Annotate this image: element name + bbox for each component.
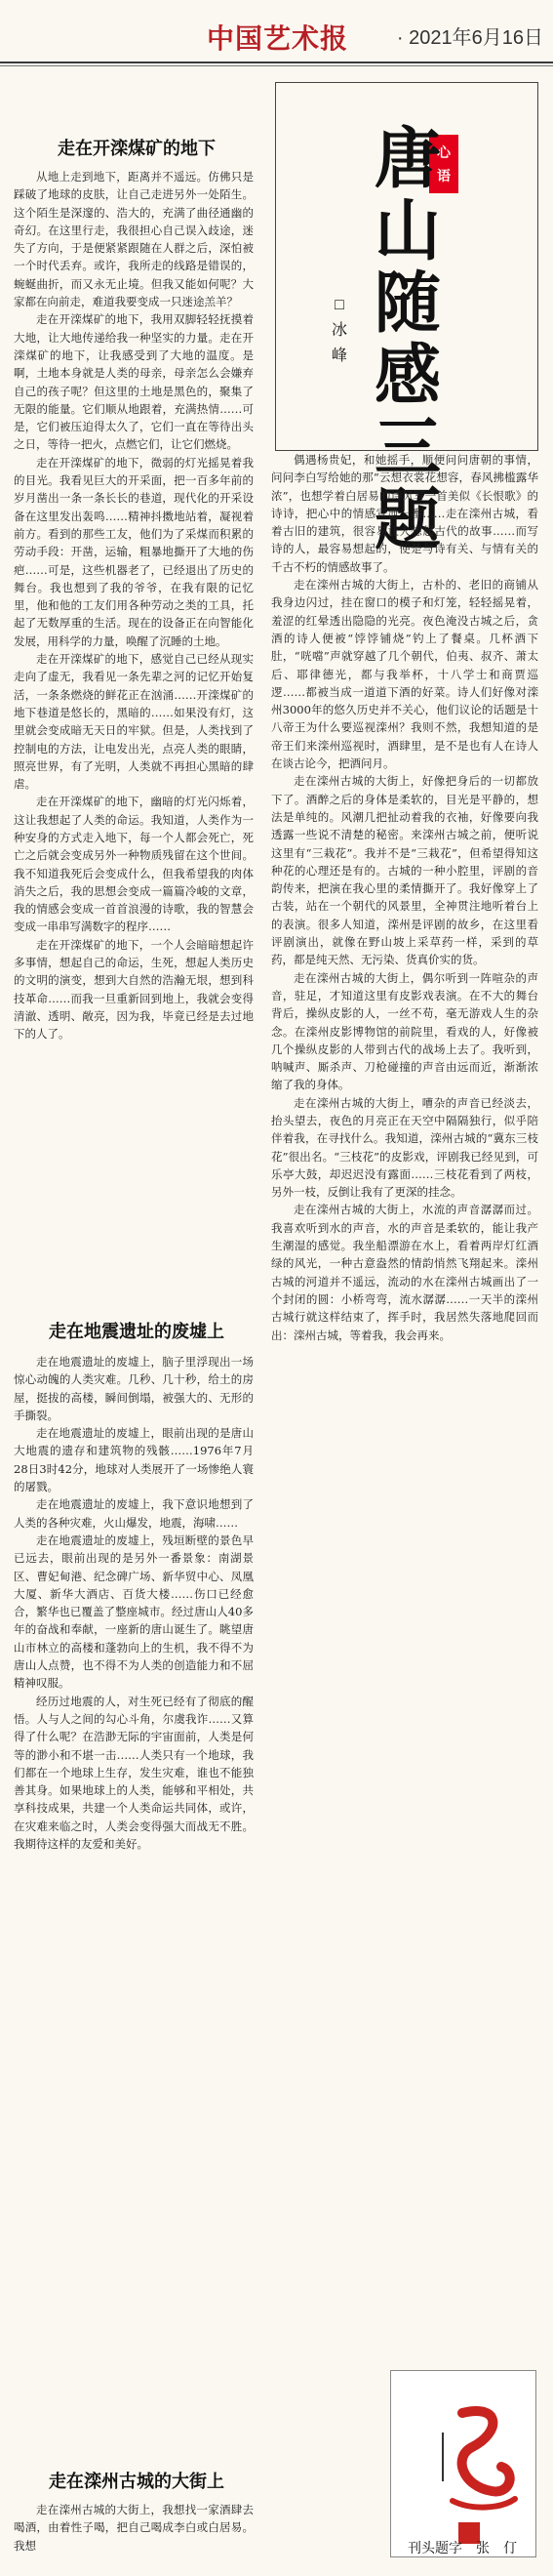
paragraph: 走在滦州古城的大街上，水流的声音潺潺而过。我喜欢听到水的声音，水的声音是柔软的，能让我产生潮湿的感觉。我坐船漂游在水上，看着两岸灯红酒绿的风光，一种古意盎然的情韵悄然飞翔起来。滦州古城的河道并不遥远，流动的水在滦州古城画出了一个封闭的圆：小桥弯弯，流水潺潺……一天半的滦州古城行就这样结束了，挥手时，我居然失落地爬回而出：滦州古城，等着我，我会再来。 (271, 1203, 538, 1342)
section-heading: 走在地震遗址的废墟上 (49, 1322, 224, 1341)
calligraphy-credit: 刊头题字 张 仃 (408, 2540, 517, 2556)
section-heading: 走在滦州古城的大街上 (49, 2472, 224, 2491)
section-body (14, 1353, 254, 1853)
section-body (14, 168, 254, 1043)
paragraph: 走在滦州古城的大街上，我想找一家酒肆去喝酒，由着性子喝，把自己喝成李白或白居易。我想 (14, 2503, 254, 2553)
paragraph: 走在滦州古城的大街上，好像把身后的一切都放下了。酒醉之后的身体是柔软的，目光是平静的，想法是单纯的。风潮几把扯动着我的衣袖，好像要向我透露一些说不清楚的秘密。来滦州古城之前，便听说这里有“三栽花”。我并不是“三栽花”，但希望得知这种花的心理还是有的。古城的一种小腔里，评剧的音韵传来，把演在我心里的柔情撕开了。我好像穿上了古装，站在一个朝代的风景里，全神贯注地听着台上的表演。很多人知道，滦州是评剧的故乡，在这里看评剧演出，就像在野山坡上采草药一样，采到的草药，都是纯天然、无污染、货真价实的货。 (271, 774, 538, 967)
title-calligraphy-image (433, 2393, 521, 2520)
article-title: 唐山随感三题 (375, 120, 442, 559)
paragraph: 偶遇杨贵妃，和她摇手，顺便问问唐朝的事情，问问李白写给她的那“云想衣裳花想容，春风拂槛露华浓”，也想学着白居易的诗风写一首美似《长恨歌》的诗诗，把心中的情感宣泄一番……走在滦州古城，看着古旧的建筑，很容易让人想起古代的故事……而写诗的人，最容易想起的，便是与诗有关、与情有关的千古不朽的情感故事了。 (271, 453, 538, 574)
paragraph: 走在滦州古城的大街上，嘈杂的声音已经淡去，抬头望去，夜色的月亮正在天空中隔隔独行，似乎陪伴着我，在寻找什么。我知道，滦州古城的“冀东三枝花”很出名。“三枝花”的皮影戏，评剧我已经见到，可乐亭大鼓，却迟迟没有露面……三枝花看到了两枝，另外一枝，反倒让我有了更深的挂念。 (271, 1095, 538, 1200)
section-body (14, 2501, 254, 2555)
paragraph: 走在地震遗址的废墟上，脑子里浮现出一场惊心动魄的人类灾难。几秒、几十秒，给土的房屋，挺拔的高楼，瞬间倒塌，被强大的、无形的手撕裂。 (14, 1355, 254, 1422)
author-byline: □ 冰 峰 (331, 297, 347, 364)
paragraph: 走在开滦煤矿的地下，一个人会暗暗想起许多事情，想起自己的命运，生死，想起人类历史的文明的演变，想到大自然的浩瀚无垠，想到科技革命……而我一旦重新回到地上，我就会变得清澈、透明、敞亮，因为我，毕竟已经是去过地下的人了。 (14, 937, 254, 1042)
paragraph: 从地上走到地下，距离并不遥远。仿佛只是踩破了地球的皮肤，让自己走进另外一处陌生。这个陌生是深邃的、浩大的，充满了曲径通幽的奇幻。在这里行走，我很担心自己误入歧途，迷失了方向，于是便紧紧跟随在人群之后，深怕被一个时代丢弃。或许，我所走的线路是错误的，蜿蜒曲折，而又永无止境。但我又能如何呢？大家都在向前走，难道我要变成一只迷途羔羊？ (14, 170, 254, 309)
section-body (271, 451, 538, 1344)
paragraph: 经历过地震的人，对生死已经有了彻底的醒悟。人与人之间的勾心斗角，尔虞我诈……又算得了什么呢？在浩渺无际的宇宙面前，人类是何等的渺小和不堪一击……人类只有一个地球，我们都在一个地球上生存，发生灾难，谁也不能独善其身。如果地球上的人类，能够和平相处，共享科技成果，共建一个人类命运共同体，或许，在灾难来临之时，人类会变得强大而战无不胜。我期待这样的友爱和美好。 (14, 1694, 254, 1852)
column-badge: 心 语 (429, 135, 458, 193)
masthead-rule (0, 61, 553, 63)
newspaper-logo: 中国艺术报 (206, 22, 348, 55)
masthead-rule-thin (0, 65, 553, 66)
masthead (0, 0, 553, 59)
paragraph: 走在开滦煤矿的地下，感觉自己已经从现实走向了虚无，我看见一条先辈之河的记忆开始复活，一条条燃烧的鲜花正在汹涌……开滦煤矿的地下巷道是悠长的，黑暗的……如果没有灯，这里就会变成暗无天日的牢狱。但是，人类找到了控制电的方法，让电发出光，点亮人类的眼睛，照亮世界，有了光明，人类就不再担心黑暗的肆虐。 (14, 652, 254, 792)
paragraph: 走在地震遗址的废墟上，眼前出现的是唐山大地震的遗存和建筑物的残骸……1976年7月28日3时42分，地球对人类展开了一场惨绝人寰的屠戮。 (14, 1426, 254, 1494)
paragraph: 走在滦州古城的大街上，古朴的、老旧的商铺从我身边闪过，挂在窗口的模子和灯笼，轻轻摇晃着，羞涩的红晕透出隐隐的光亮。夜色淹没古城之后，贪酒的诗人便被“饽饽铺烧”钓上了餐桌。几杯酒下肚，“咣噹”声就穿越了几个朝代，伯夷、叔齐、萧太后、耶律德光，都与我举杯，十八学士和商贾巡逻……都被当成一道道下酒的好菜。诗人们好像对滦州3000年的悠久历史并不关心，他们议论的话题是十八帝王为什么要巡视滦州？我则不然，我想知道的是帝王们来滦州巡视时，酒肆里，是不是也有人在诗人在谈古论今，把酒问月。 (271, 578, 538, 771)
paragraph: 走在开滦煤矿的地下，微弱的灯光摇晃着我的目光。我看见巨大的开采面，把一百多年前的岁月凿出一条一条长长的巷道，现代化的开采设备在这里发出轰鸣……精神抖擞地站着，凝视着前方。看到的那些工友，他们为了采煤而积累的劳动手段：开凿，运输，粗暴地撕开了大地的伤疤……可是，这些机器老了，已经退出了历史的舞台。我也想到了我的爷爷，在我有限的记忆里，他和他的工友们用各种劳动之类的工具，托起了无数厚重的生活。现在的设备正在向智能化发展，用科学的力量，唤醒了沉睡的土地。 (14, 455, 254, 648)
paragraph: 走在开滦煤矿的地下，幽暗的灯光闪烁着，这让我想起了人类的命运。我知道，人类作为一种安身的方式走入地下，每一个人都会死亡，死亡之后就会变成另外一种物质残留在这个世间。我不知道我死后会变成什么，但我希望我的肉体消失之后，我的思想会变成一篇篇冷峻的文章，我的情感会变成一首首浪漫的诗歌，我的智慧会变成一串串写满数字的程序…… (14, 795, 254, 934)
paragraph: 走在开滦煤矿的地下，我用双脚轻轻抚摸着大地，让大地传递给我一种坚实的力量。走在开滦煤矿的地下，让我感受到了大地的温度。是啊，土地本身就是人类的母亲，母亲怎么会嫌弃自己的孩子呢？但这里的土地是黑色的，聚集了无限的能量。它们顺从地跟着，充满热情……可是，它们被压迫得太久了，它们一直在等待出头之日，等待一把火，点燃它们，让它们燃烧。 (14, 312, 254, 452)
paragraph: 走在地震遗址的废墟上，残垣断壁的景色早已远去，眼前出现的是另外一番景象：南湖景区、曹妃甸港、纪念碑广场、新华贸中心、凤凰大厦、新华大酒店、百货大楼……伤口已经愈合，繁华也已覆盖了整座城市。经过唐山人40多年的奋战和奉献，一座新的唐山诞生了。眺望唐山市林立的高楼和蓬勃向上的生机，我不得不为唐山人点赞，也不得不为人类的创造能力和不屈精神叹服。 (14, 1533, 254, 1691)
paragraph: 走在地震遗址的废墟上，我下意识地想到了人类的各种灾难，火山爆发，地震，海啸…… (14, 1497, 254, 1530)
issue-date: · 2021年6月16日 (396, 27, 543, 49)
section-heading: 走在开滦煤矿的地下 (58, 139, 216, 158)
paragraph: 走在滦州古城的大街上，偶尔听到一阵喧杂的声音，驻足，才知道这里有皮影戏表演。在不大的舞台背后，操纵皮影的人，一丝不苟，毫无游戏人生的杂念。在滦州皮影博物馆的前院里，看戏的人，好像被几个操纵皮影的人带到古代的战场上去了。我听到，呐喊声、厮杀声、刀枪碰撞的声音由远而近，渐渐浓缩了我的身体。 (271, 970, 538, 1092)
